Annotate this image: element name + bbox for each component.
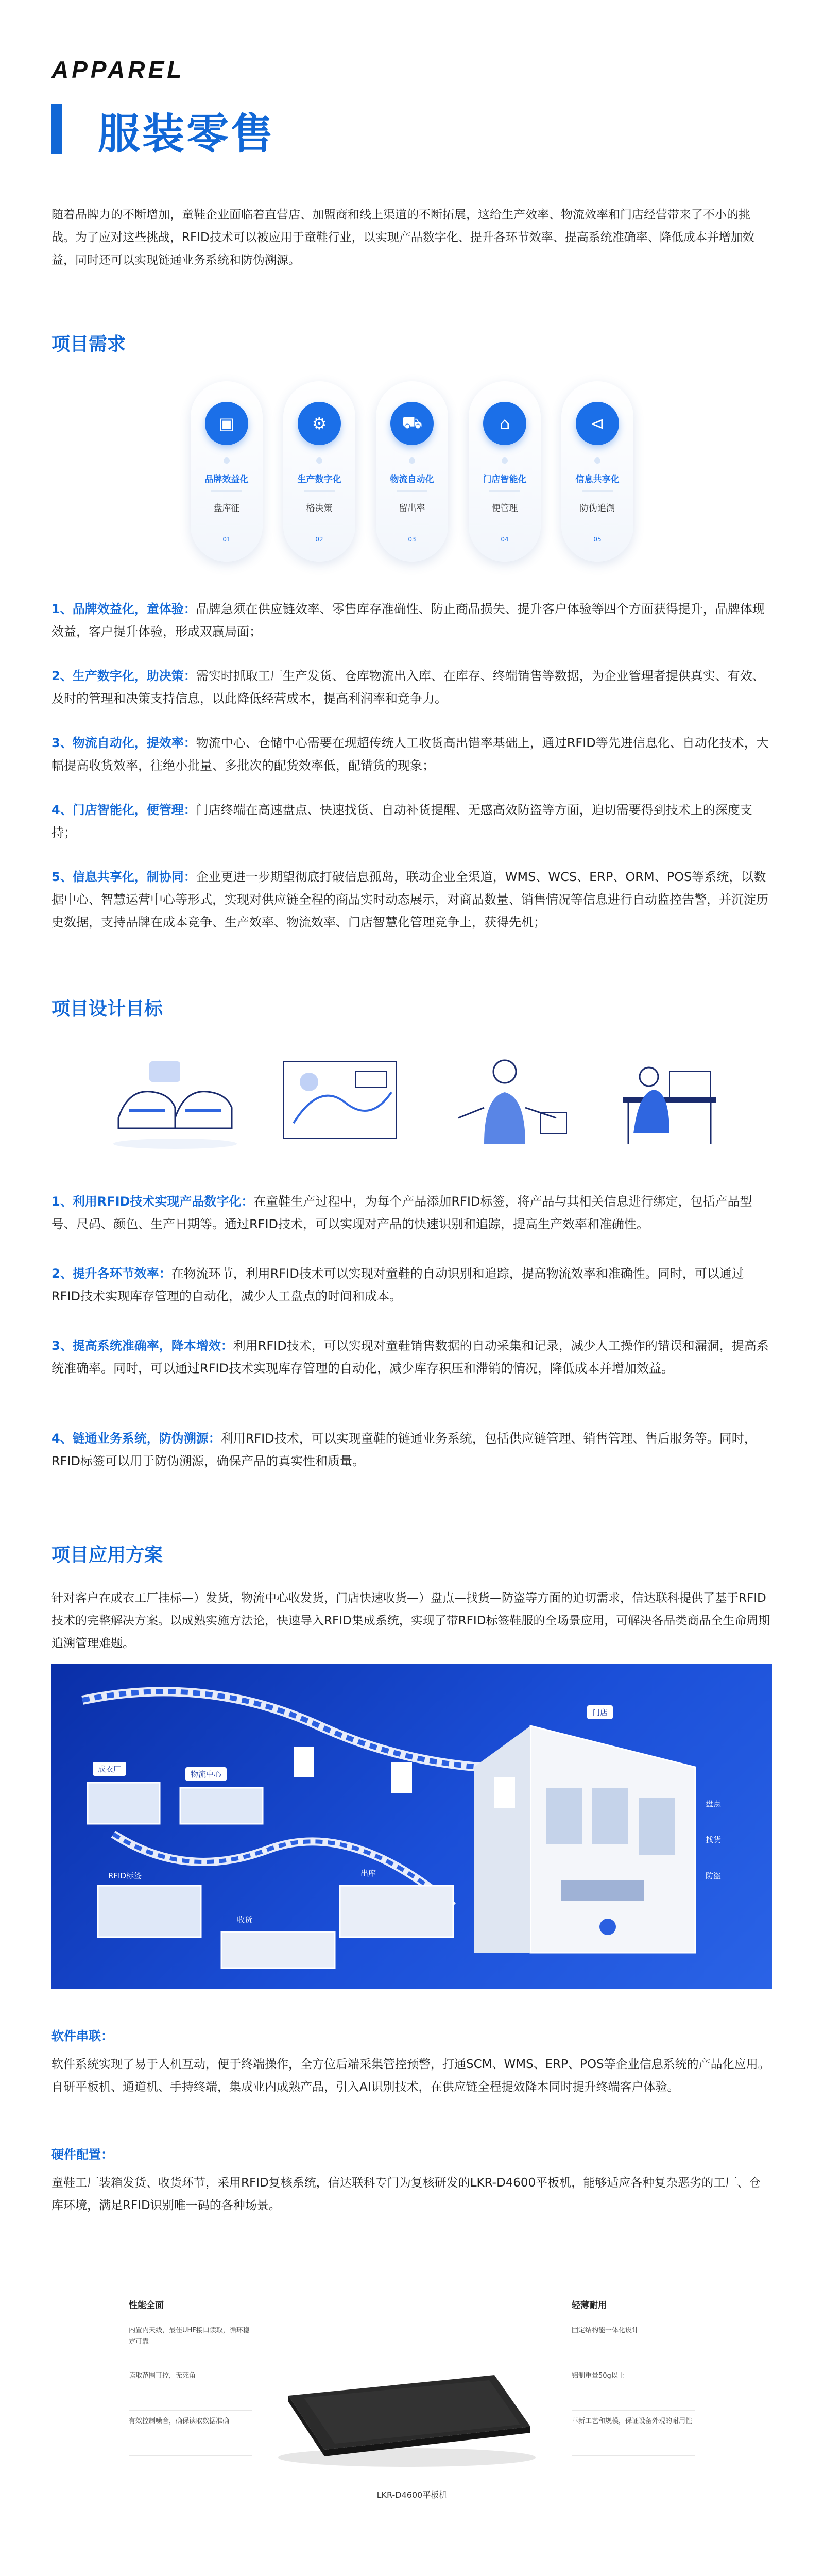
brand-label: APPAREL xyxy=(52,56,185,83)
feature-item: 铝制重量50g以上 xyxy=(572,2365,695,2411)
card-number: 01 xyxy=(222,536,231,543)
card-label: 物流自动化 xyxy=(390,474,434,485)
device-features-right xyxy=(572,2298,695,2456)
design-item: 4、链通业务系统，防伪溯源：利用RFID技术，可以实现童鞋的链通业务系统，包括供应链管理、销售管理、售后服务等。同时，RFID标签可以用于防伪溯源，确保产品的真实性和质量。 xyxy=(52,1431,757,1468)
requirement-item: 1、品牌效益化，童体验：品牌急须在供应链效率、零售库存准确性、防止商品损失、提升客户体验等四个方面获得提升，品牌体现效益，客户提升体验，形成双赢局面； xyxy=(52,602,765,639)
card-number: 03 xyxy=(408,536,416,543)
requirement-item: 5、信息共享化，制协同：企业更进一步期望彻底打破信息孤岛，联动企业全渠道，WMS、WCS、ERP、ORM、POS等系统，以数据中心、智慧运营中心等形式，实现对供应链全程的商品实时动态展示，对商品数量、销售情况等信息进行自动监控告警，并沉淀历史数据，支持品牌在成本竞争、生产效率、物流效率、门店智慧化管理竞争上，获得先机； xyxy=(52,870,768,929)
device-features-left xyxy=(129,2298,252,2456)
software-head: 软件串联： xyxy=(52,2029,113,2043)
diagram-label: 收货 xyxy=(237,1915,253,1924)
card-sub: 便管理 xyxy=(491,503,518,514)
office-illustration xyxy=(592,1041,747,1159)
tablet-device-image xyxy=(268,2339,546,2473)
hardware-head: 硬件配置： xyxy=(52,2147,113,2162)
worker-illustration xyxy=(427,1041,582,1159)
card-label: 信息共享化 xyxy=(575,474,620,485)
card-number: 02 xyxy=(315,536,323,543)
feature-item: 有效控制噪音，确保读取数据准确 xyxy=(129,2411,252,2456)
card-sub: 格决策 xyxy=(306,503,333,514)
feature-item: 内置内天线，最佳UHF接口读取，循环稳定可靠 xyxy=(129,2320,252,2365)
truck-icon: ⛟ xyxy=(390,402,434,445)
design-item: 3、提高系统准确率，降本增效：利用RFID技术，可以实现对童鞋销售数据的自动采集和记录，减少人工操作的错误和漏洞，提高系统准确率。同时，可以通过RFID技术实现库存管理的自动化，减少库存积压和滞销的情况，降低成本并增加效益。 xyxy=(52,1338,769,1376)
shoes-illustration xyxy=(98,1041,252,1159)
card-number: 05 xyxy=(593,536,602,543)
requirement-card xyxy=(561,381,633,562)
requirement-cards xyxy=(191,381,633,562)
diagram-label: 找货 xyxy=(706,1835,722,1844)
title-accent-bar xyxy=(52,104,62,154)
design-title: 项目设计目标 xyxy=(52,998,163,1020)
designer-illustration xyxy=(263,1041,417,1159)
card-number: 04 xyxy=(501,536,509,543)
card-sub: 留出率 xyxy=(399,503,425,514)
page-title: 服装零售 xyxy=(98,110,276,159)
design-item: 1、利用RFID技术实现产品数字化：在童鞋生产过程中，为每个产品添加RFID标签，将产品与其相关信息进行绑定，包括产品型号、尺码、颜色、生产日期等。通过RFID技术，可以实现对产品的快速识别和追踪，提高生产效率和准确性。 xyxy=(52,1194,752,1231)
gear-icon: ⚙ xyxy=(298,402,341,445)
diagram-graphic xyxy=(52,1664,772,1989)
feature-heading: 性能全面 xyxy=(129,2300,164,2311)
diagram-label: 门店 xyxy=(587,1705,613,1719)
card-label: 门店智能化 xyxy=(483,474,527,485)
intro-paragraph: 随着品牌力的不断增加，童鞋企业面临着直营店、加盟商和线上渠道的不断拓展，这给生产效率、物流效率和门店经营带来了不小的挑战。为了应对这些挑战，RFID技术可以被应用于童鞋行业，以实现产品数字化、提升各环节效率、提高系统准确率、降低成本并增加效益，同时还可以实现链通业务系统和防伪溯源。 xyxy=(52,208,754,267)
feature-item: 革新工艺和规模，保证设备外观的耐用性 xyxy=(572,2411,695,2456)
box-icon: ▣ xyxy=(205,402,248,445)
store-icon: ⌂ xyxy=(483,402,526,445)
software-text: 软件系统实现了易于人机互动，便于终端操作，全方位后端采集管控预警，打通SCM、WMS、ERP、POS等企业信息系统的产品化应用。自研平板机、通道机、手持终端，集成业内成熟产品，引入AI识别技术，在供应链全程提效降本同时提升终端客户体验。 xyxy=(52,2058,770,2094)
solution-intro: 针对客户在成衣工厂挂标—）发货，物流中心收发货，门店快速收货—）盘点—找货—防盗等方面的迫切需求，信达联科提供了基于RFID技术的完整解决方案。以成熟实施方法论，快速导入RFID集成系统，实现了带RFID标签鞋服的全场景应用，可解决各品类商品全生命周期追溯管理难题。 xyxy=(52,1591,770,1650)
solution-diagram xyxy=(52,1664,772,1989)
requirement-item: 2、生产数字化，助决策：需实时抓取工厂生产发货、仓库物流出入库、在库存、终端销售等数据，为企业管理者提供真实、有效、及时的管理和决策支持信息，以此降低经营成本，提高利润率和竞争力。 xyxy=(52,669,765,706)
diagram-label: RFID标签 xyxy=(108,1871,142,1880)
card-label: 品牌效益化 xyxy=(204,474,249,485)
feature-heading: 轻薄耐用 xyxy=(572,2300,607,2311)
card-sub: 防伪追溯 xyxy=(580,503,615,514)
diagram-label: 物流中心 xyxy=(185,1767,227,1781)
diagram-label: 盘点 xyxy=(706,1799,722,1808)
share-icon: ⊲ xyxy=(576,402,619,445)
diagram-label: 防盗 xyxy=(706,1871,722,1880)
device-name: LKR-D4600平板机 xyxy=(376,2490,448,2500)
feature-item: 固定结构能一体化设计 xyxy=(572,2320,695,2365)
card-label: 生产数字化 xyxy=(297,474,341,485)
diagram-label: 成衣厂 xyxy=(93,1762,126,1776)
requirement-card xyxy=(191,381,263,562)
device-showcase xyxy=(98,2282,726,2550)
diagram-label: 出库 xyxy=(360,1869,376,1878)
requirement-card xyxy=(469,381,541,562)
requirement-card xyxy=(283,381,355,562)
design-item: 2、提升各环节效率：在物流环节，利用RFID技术可以实现对童鞋的自动识别和追踪，提高物流效率和准确性。同时，可以通过RFID技术实现库存管理的自动化，减少人工盘点的时间和成本。 xyxy=(52,1266,744,1303)
requirements-title: 项目需求 xyxy=(52,334,126,355)
feature-item: 读取范围可控，无死角 xyxy=(129,2365,252,2411)
hardware-text: 童鞋工厂装箱发货、收货环节，采用RFID复核系统，信达联科专门为复核研发的LKR-D4600平板机，能够适应各种复杂恶劣的工厂、仓库环境，满足RFID识别唯一码的各种场景。 xyxy=(52,2176,761,2212)
requirement-item: 4、门店智能化，便管理：门店终端在高速盘点、快速找货、自动补货提醒、无感高效防盗等方面，迫切需要得到技术上的深度支持； xyxy=(52,803,752,840)
requirement-item: 3、物流自动化，提效率：物流中心、仓储中心需要在现超传统人工收货高出错率基础上，通过RFID等先进信息化、自动化技术，大幅提高收货效率，往绝小批量、多批次的配货效率低，配错货的现象； xyxy=(52,736,769,773)
solution-title: 项目应用方案 xyxy=(52,1545,163,1566)
card-sub: 盘库征 xyxy=(213,503,240,514)
requirement-card xyxy=(376,381,448,562)
